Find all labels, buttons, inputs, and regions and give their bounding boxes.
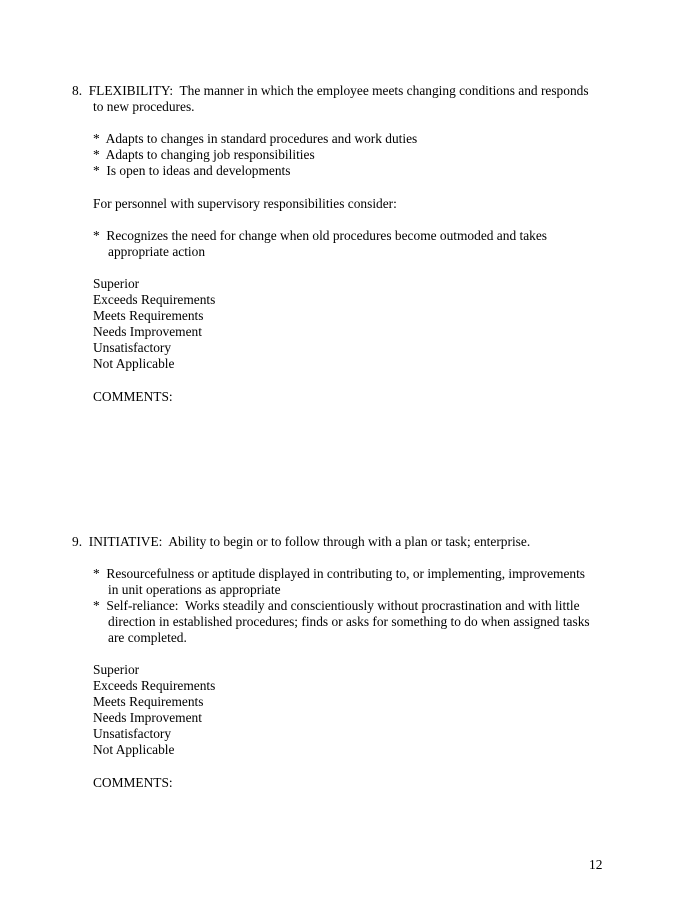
- flexibility-bullet: * Adapts to changing job responsibilities: [93, 147, 315, 162]
- rating-option-not-applicable: Not Applicable: [93, 356, 175, 371]
- initiative-bullet: * Resourcefulness or aptitude displayed in contributing to, or implementing, improvements: [93, 566, 586, 581]
- flexibility-bullet: * Is open to ideas and developments: [93, 163, 291, 178]
- supervisory-note: For personnel with supervisory responsibilities consider:: [93, 196, 397, 211]
- initiative-bullet-continuation: in unit operations as appropriate: [108, 582, 281, 597]
- rating-option-unsatisfactory: Unsatisfactory: [93, 726, 172, 741]
- rating-option-not-applicable: Not Applicable: [93, 742, 175, 757]
- rating-option-exceeds: Exceeds Requirements: [93, 292, 216, 307]
- supervisory-bullet-continuation: appropriate action: [108, 244, 206, 259]
- flexibility-heading-continuation: to new procedures.: [93, 99, 195, 114]
- rating-option-superior: Superior: [93, 662, 140, 677]
- initiative-bullet-continuation: are completed.: [108, 630, 187, 645]
- rating-option-superior: Superior: [93, 276, 140, 291]
- flexibility-heading: 8. FLEXIBILITY: The manner in which the employee meets changing conditions and responds: [72, 83, 589, 98]
- flexibility-bullet: * Adapts to changes in standard procedures and work duties: [93, 131, 418, 146]
- rating-option-meets: Meets Requirements: [93, 308, 204, 323]
- rating-option-needs-improvement: Needs Improvement: [93, 710, 202, 725]
- rating-option-exceeds: Exceeds Requirements: [93, 678, 216, 693]
- initiative-comments-label: COMMENTS:: [93, 775, 173, 790]
- rating-option-needs-improvement: Needs Improvement: [93, 324, 202, 339]
- initiative-bullet: * Self-reliance: Works steadily and conscientiously without procrastination and with little: [93, 598, 580, 613]
- rating-option-unsatisfactory: Unsatisfactory: [93, 340, 172, 355]
- initiative-heading: 9. INITIATIVE: Ability to begin or to follow through with a plan or task; enterprise.: [72, 534, 531, 549]
- page-number: 12: [589, 857, 603, 873]
- supervisory-bullet: * Recognizes the need for change when old procedures become outmoded and takes: [93, 228, 547, 243]
- initiative-bullet-continuation: direction in established procedures; finds or asks for something to do when assigned tasks: [108, 614, 590, 629]
- rating-option-meets: Meets Requirements: [93, 694, 204, 709]
- flexibility-comments-label: COMMENTS:: [93, 389, 173, 404]
